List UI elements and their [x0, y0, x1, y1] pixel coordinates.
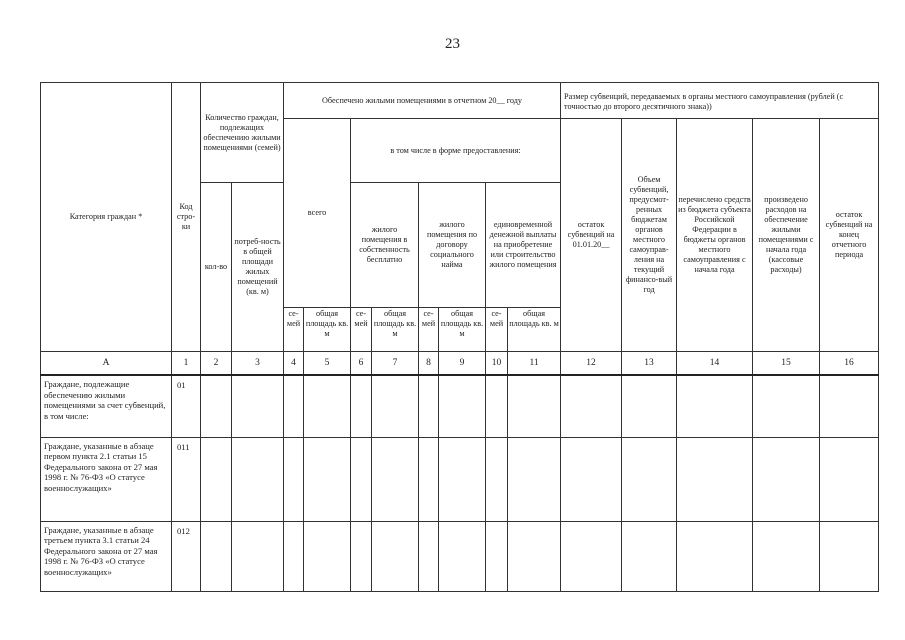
table-row	[41, 521, 879, 591]
header-ownership-free: жилого помещения в собственность бесплатно	[351, 183, 419, 308]
column-number: 5	[304, 352, 351, 376]
header-balance-start: остаток субвенций на 01.01.20__	[561, 119, 622, 352]
header-area: общая площадь кв. м	[508, 308, 561, 352]
header-including-form: в том числе в форме предоставления:	[351, 119, 561, 183]
column-number: 15	[753, 352, 820, 376]
header-area: общая площадь кв. м	[304, 308, 351, 352]
row-code: 012	[172, 521, 201, 591]
column-number: 2	[201, 352, 232, 376]
header-area: общая площадь кв. м	[372, 308, 419, 352]
header-provided-total: всего	[284, 119, 351, 308]
row-category: Граждане, подлежащие обеспечению жилыми помещениями за счет субвенций, в том числе:	[41, 375, 172, 437]
header-subsidy-volume: Объем субвенций, предусмот-ренных бюджетам органов местного самоуправ-ления на текущий финансо-вый год	[622, 119, 677, 352]
column-number: 10	[486, 352, 508, 376]
column-number: 14	[677, 352, 753, 376]
report-table	[40, 82, 879, 592]
column-number: 13	[622, 352, 677, 376]
column-number: 8	[419, 352, 439, 376]
table-row	[41, 375, 879, 437]
column-number: 4	[284, 352, 304, 376]
column-number: 12	[561, 352, 622, 376]
header-families: се-мей	[351, 308, 372, 352]
header-count-qty: кол-во	[201, 183, 232, 352]
column-number: 1	[172, 352, 201, 376]
header-families: се-мей	[284, 308, 304, 352]
header-area: общая площадь кв. м	[439, 308, 486, 352]
header-subsidy-group: Размер субвенций, передаваемых в органы местного самоуправления (рублей (с точностью до второго десятичного знака))	[561, 83, 879, 119]
header-one-time-payment: единовременной денежной выплаты на приобретение или строительство жилого помещения	[486, 183, 561, 308]
column-number: 7	[372, 352, 419, 376]
header-code: Код стро-ки	[172, 83, 201, 352]
row-code: 01	[172, 375, 201, 437]
header-count-need: потреб-ность в общей площади жилых помещений (кв. м)	[232, 183, 284, 352]
column-number: 16	[820, 352, 879, 376]
column-number: 9	[439, 352, 486, 376]
row-code: 011	[172, 437, 201, 521]
column-number: 3	[232, 352, 284, 376]
column-number: А	[41, 352, 172, 376]
header-families: се-мей	[486, 308, 508, 352]
table-row	[41, 437, 879, 521]
header-provided-group: Обеспечено жилыми помещениями в отчетном 20__ году	[284, 83, 561, 119]
column-number: 6	[351, 352, 372, 376]
header-social-rent: жилого помещения по договору социального найма	[419, 183, 486, 308]
header-families: се-мей	[419, 308, 439, 352]
column-numbers-row	[41, 352, 879, 376]
page-number: 23	[445, 36, 460, 52]
header-transferred: перечислено средств из бюджета субъекта Российской Федерации в бюджеты органов местного самоуправления с начала года	[677, 119, 753, 352]
header-expenses: произведено расходов на обеспечение жилыми помещениями с начала года (кассовые расходы)	[753, 119, 820, 352]
row-category: Граждане, указанные в абзаце первом пункта 2.1 статьи 15 Федерального закона от 27 мая 1998 г. № 76-ФЗ «О статусе военнослужащих»	[41, 437, 172, 521]
column-number: 11	[508, 352, 561, 376]
header-balance-end: остаток субвенций на конец отчетного периода	[820, 119, 879, 352]
row-category: Граждане, указанные в абзаце третьем пункта 3.1 статьи 24 Федерального закона от 27 мая 1998 г. № 76-ФЗ «О статусе военнослужащих»	[41, 521, 172, 591]
header-count-group: Количество граждан, подлежащих обеспечению жилыми помещениями (семей)	[201, 83, 284, 183]
header-category: Категория граждан *	[41, 83, 172, 352]
